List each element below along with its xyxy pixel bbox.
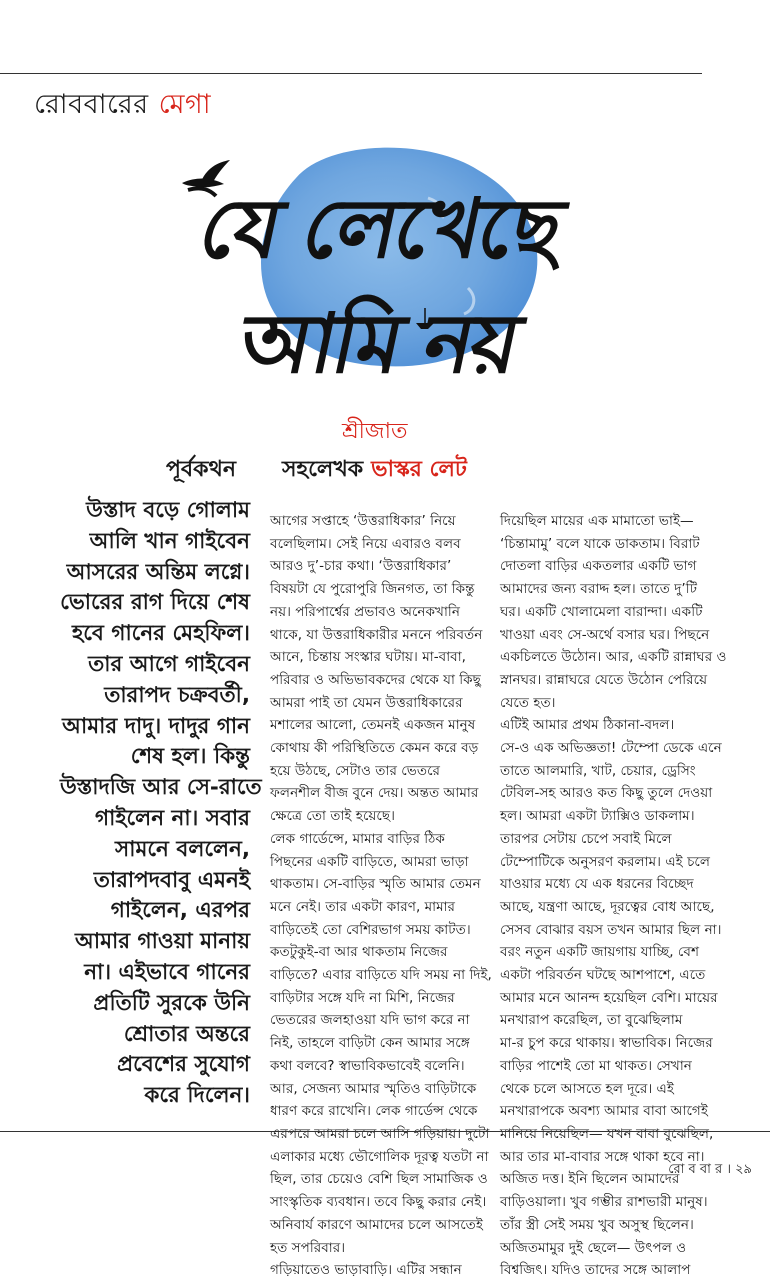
body-line: টেম্পোটিকে অনুসরণ করলাম। এই চলে — [500, 853, 710, 870]
body-line: ফলনশীল বীজ বুনে দেয়। অন্তত আমার — [270, 785, 479, 802]
body-line: বাড়িতে? এবার বাড়িতে যদি সময় না দিই, — [270, 967, 492, 984]
body-line: বরং নতুন একটি জায়গায় যাচ্ছি, বেশ — [500, 944, 700, 961]
co-author-credit — [282, 452, 467, 489]
body-line: ক্ষেত্রে তো তাই হয়েছে। — [270, 808, 395, 825]
body-line: তাঁর স্ত্রী সেই সময় খুব অসুস্থ ছিলেন। — [500, 1216, 694, 1233]
body-line: মনখারাপ করেছিল, তা বুঝেছিলাম — [500, 1012, 683, 1029]
hand-lettered-title — [178, 138, 570, 393]
body-line: অজিত দত্ত। ইনি ছিলেন আমাদের — [500, 1171, 680, 1188]
body-line: কথা বলবে? স্বাভাবিকভাবেই বলেনি। — [270, 1057, 465, 1074]
intro-line: শেষ হল। কিন্তু — [130, 744, 250, 770]
body-line: ভেতরের জলহাওয়া যদি ভাগ করে না — [270, 1012, 470, 1029]
intro-line: হবে গানের মেহফিল। — [71, 621, 250, 647]
kicker-part-2: মেগা — [158, 89, 212, 120]
body-line: বিশ্বজিৎ। যদিও তাদের সঙ্গে আলাপ — [500, 1262, 691, 1279]
body-line: স্নানঘর। রান্নাঘরে যেতে উঠোন পেরিয়ে — [500, 671, 708, 688]
body-line: তাতে আলমারি, খাট, চেয়ার, ড্রেসিং — [500, 762, 696, 779]
body-line: এটিই আমার প্রথম ঠিকানা-বদল। — [500, 717, 675, 734]
kicker-part-1: রোববারের — [34, 89, 149, 120]
author-name: শ্রীজাত — [342, 419, 408, 444]
body-line: অজিতমামুর দুই ছেলে— উৎপল ও — [500, 1239, 687, 1256]
body-line: খাওয়া এবং সে-অর্থে বসার ঘর। পিছনে — [500, 626, 710, 643]
intro-line: তারাপদবাবু এমনই — [93, 867, 250, 893]
body-line: ধারণ করে রাখেনি। লেক গার্ডেন্স থেকে — [270, 1103, 478, 1120]
title-line-1: যে লেখেছে — [190, 181, 570, 277]
body-line: থেকে চলে আসতে হল দূরে। এই — [500, 1080, 674, 1097]
body-line: থাকে, যা উত্তরাধিকারীর মননে পরিবর্তন — [270, 626, 483, 643]
body-line: নয়। পরিপার্শ্বের প্রভাবও অনেকখানি — [270, 603, 460, 620]
body-line: ছিল, তার চেয়েও বেশি ছিল সামাজিক ও — [270, 1171, 488, 1188]
body-line: কোথায় কী পরিস্থিতিতে কেমন করে বড় — [270, 740, 479, 757]
body-line: আরও দু’-চার কথা। ‘উত্তরাধিকার’ — [270, 558, 452, 575]
body-line: গড়িয়াতেও ভাড়াবাড়ি। এটির সন্ধান — [270, 1262, 462, 1279]
intro-line: উস্তাদজি আর সে-রাতে — [60, 775, 262, 801]
body-line: লেক গার্ডেন্সে, মামার বাড়ির ঠিক — [270, 830, 445, 847]
intro-line: আলি খান গাইবেন — [89, 528, 250, 554]
intro-line: উস্তাদ বড়ে গোলাম — [86, 498, 250, 523]
intro-line: প্রবেশের সুযোগ — [117, 1052, 250, 1078]
body-line: তারপর সেটায় চেপে সবাই মিলে — [500, 830, 672, 847]
intro-line: আমার গাওয়া মানায় — [74, 929, 250, 955]
body-line: পিছনের একটি বাড়িতে, আমরা ভাড়া — [270, 853, 469, 870]
intro-line: করে দিলেন। — [144, 1083, 250, 1109]
body-line: অনিবার্য কারণে আমাদের চলে আসতেই — [270, 1216, 483, 1233]
body-line: আনে, চিন্তায় সংস্কার ঘটায়। মা-বাবা, — [270, 649, 466, 666]
intro-line: তার আগে গাইবেন — [88, 651, 250, 677]
intro-line: সামনে বললেন, — [115, 836, 250, 862]
body-line: হল। আমরা একটা ট্যাক্সিও ডাকলাম। — [500, 808, 695, 825]
body-line: মশালের আলো, তেমনই একজন মানুষ — [270, 717, 476, 734]
intro-line: আসরের অন্তিম লগ্নে। — [66, 559, 250, 585]
body-line: আগের সপ্তাহে ‘উত্তরাধিকার’ নিয়ে — [270, 513, 456, 529]
page-folio: রো ব বা র । ২৯ — [668, 1162, 752, 1177]
intro-line: ভোরের রাগ দিয়ে শেষ — [60, 590, 250, 616]
body-line: বিষয়টা যে পুরোপুরি জিনগত, তা কিন্তু — [270, 581, 475, 598]
body-line: এলাকার মধ্যে ভৌগোলিক দূরত্ব যতটা না — [270, 1148, 489, 1165]
body-line: আমরা পাই তা যেমন উত্তরাধিকারের — [270, 694, 463, 711]
body-line: মানিয়ে নিয়েছিল— যখন বাবা বুঝেছিল, — [500, 1125, 714, 1142]
body-line: দোতলা বাড়ির একতলার একটি ভাগ — [500, 558, 697, 575]
body-line: আমাদের জন্য বরাদ্দ হল। তাতে দু’টি — [500, 581, 697, 598]
body-line: বাড়িওয়ালা। খুব গম্ভীর রাশভারী মানুষ। — [500, 1194, 708, 1211]
body-line: হয়ে উঠছে, সেটাও তার ভেতরে — [270, 762, 441, 779]
intro-line: শ্রোতার অন্তরে — [123, 1021, 250, 1047]
body-line: ‘চিন্তামামু’ বলে যাকে ডাকতাম। বিরাট — [500, 535, 700, 552]
intro-line: প্রতিটি সুরকে উনি — [93, 990, 250, 1016]
body-line: কতটুকুই-বা আর থাকতাম নিজের — [270, 944, 448, 961]
body-line: আছে, যন্ত্রণা আছে, দূরত্বের বোধ আছে, — [500, 898, 715, 915]
body-line: বাড়িতেই তো বেশিরভাগ সময় কাটত। — [270, 921, 471, 938]
co-author-name: ভাস্কর লেট — [371, 457, 467, 482]
title-artwork — [178, 138, 570, 393]
body-line: একচিলতে উঠোন। আর, একটি রান্নাঘর ও — [500, 649, 727, 666]
body-line: পরিবার ও অভিভাবকদের থেকে যা কিছু — [270, 671, 481, 688]
intro-line: গাইলেন না। সবার — [95, 805, 250, 831]
body-line: বলেছিলাম। সেই নিয়ে এবারও বলব — [270, 535, 461, 552]
body-line: আর, সেজন্য আমার স্মৃতিও বাড়িটাকে — [270, 1080, 477, 1097]
body-line: হত সপরিবার। — [270, 1239, 346, 1256]
body-line: সাংস্কৃতিক ব্যবধান। তবে কিছু করার নেই। — [270, 1194, 487, 1211]
body-line: যাওয়ার মধ্যে যে এক ধরনের বিচ্ছেদ — [500, 876, 694, 893]
body-line: একটা পরিবর্তন ঘটছে আশপাশে, এতে — [500, 967, 706, 984]
footer-rule — [0, 1131, 770, 1132]
body-line: এরপরে আমরা চলে আসি গড়িয়ায়। দুটো — [270, 1125, 490, 1142]
section-label: পূর্বকথন — [166, 457, 236, 482]
body-line: বাড়ির পাশেই তো মা থাকত। সেখান — [500, 1057, 692, 1074]
body-line: থাকতাম। সে-বাড়ির স্মৃতি আমার তেমন — [270, 876, 481, 893]
body-line: মনে নেই। তার একটা কারণ, মামার — [270, 898, 456, 915]
body-line: মা-র চুপ করে থাকায়। স্বাভাবিক। নিজের — [500, 1035, 713, 1052]
intro-line: গাইলেন, এরপর — [110, 898, 250, 924]
body-line: দিয়েছিল মায়ের এক মামাতো ভাই— — [500, 513, 694, 529]
body-line: যেতে হত। — [500, 694, 556, 711]
intro-line: আমার দাদু। দাদুর গান — [62, 713, 250, 739]
body-line: মনখারাপকে অবশ্য আমার বাবা আগেই — [500, 1103, 708, 1120]
body-line: আমার মনে আনন্দ হয়েছিল বেশি। মায়ের — [500, 989, 718, 1006]
intro-standfirst — [60, 496, 262, 1112]
body-column-1 — [270, 510, 492, 1282]
body-line: আর তার মা-বাবার সঙ্গে থাকা হবে না। — [500, 1148, 705, 1165]
co-author-label: সহলেখক — [282, 457, 364, 482]
section-kicker — [34, 84, 211, 129]
body-line: বাড়িটার সঙ্গে যদি না মিশি, নিজের — [270, 989, 455, 1006]
body-line: সে-ও এক অভিজ্ঞতা! টেম্পো ডেকে এনে — [500, 740, 722, 757]
intro-line: না। এইভাবে গানের — [84, 959, 250, 985]
header-rule — [0, 73, 702, 74]
body-line: ঘর। একটি খোলামেলা বারান্দা। একটি — [500, 603, 703, 620]
title-line-2: আমি নয় — [230, 296, 527, 392]
intro-line: তারাপদ চক্রবর্তী, — [104, 682, 250, 708]
body-line: সেসব বোঝার বয়স তখন আমার ছিল না। — [500, 921, 722, 938]
body-line: টেবিল-সহ আরও কত কিছু তুলে দেওয়া — [500, 785, 713, 802]
body-line: নিই, তাহলে বাড়িটা কেন আমার সঙ্গে — [270, 1035, 470, 1052]
